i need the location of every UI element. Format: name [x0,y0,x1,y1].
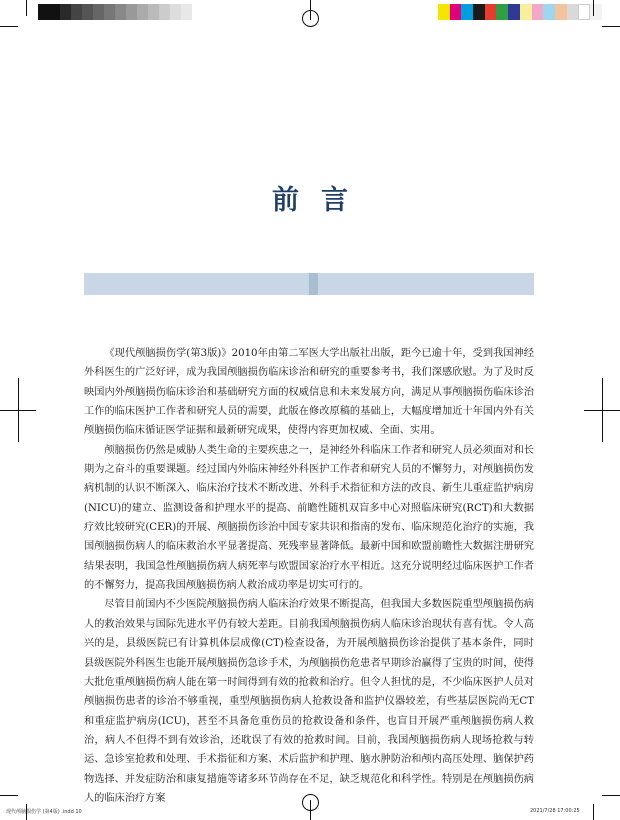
grayscale-color-bar [38,4,192,20]
paragraph: 《现代颅脑损伤学(第3版)》2010年由第二军医大学出版社出版，距今已逾十年，受到我国神经外科医生的广泛好评，成为我国颅脑损伤临床诊治和研究的重要参考书，我们深感欣慰。为了及时反映国内外颅脑损伤临床诊治和基础研究方面的权威信息和未来发展方向，满足从事颅脑损伤临床诊治工作的临床医护工作者和研究人员的需要，此版在修改原稿的基础上，大幅度增加近十年国内外有关颅脑损伤临床循证医学证据和最新研究成果，使得内容更加权威、全面、实用。 [84,348,534,437]
cmyk-color-bar [438,4,602,20]
title-decor-band [84,273,534,295]
file-slug: 现代颅脑损伤学 (第4版) .indd 10 [6,809,82,815]
paragraph: 尽管目前国内不少医院颅脑损伤病人临床治疗效果不断提高，但我国大多数医院重型颅脑损伤病人的救治效果与国际先进水平仍有较大差距。目前我国颅脑损伤病人临床诊治现状有喜有忧。令人高兴的是，县级医院已有计算机体层成像(CT)检查设备，为开展颅脑损伤诊治提供了基本条件，同时县级医院外科医生也能开展颅脑损伤急诊手术，为颅脑损伤危患者早期诊治赢得了宝贵的时间，使得大批危重颅脑损伤病人能在第一时间得到有效的抢救和治疗。但令人担忧的是，不少临床医护人员对颅脑损伤患者的诊治不够重视，重型颅脑损伤病人抢救设备和监护仪器较差，有些基层医院尚无CT和重症监护病房(ICU)，甚至不具备危重伤员的抢救设备和条件，也盲目开展严重颅脑损伤病人救治，病人不但得不到有效诊治，还耽误了有效的抢救时间。目前，我国颅脑损伤病人现场抢救与转运、急诊室抢救和处理、手术指征和方案、术后监护和护理、脑水肿防治和颅内高压处理、脑保护药物选择、并发症防治和康复措施等诸多环节尚存在不足，缺乏规范化和科学性。特别是在颅脑损伤病人的临床治疗方案 [84,599,534,804]
page-title: 前言 [272,185,370,216]
preface-body [84,344,534,808]
timestamp-slug: 2021/7/28 17:00:25 [530,808,580,814]
paragraph: 颅脑损伤仍然是威胁人类生命的主要疾患之一，是神经外科临床工作者和研究人员必须面对和长期为之奋斗的重要课题。经过国内外临床神经外科医护工作者和研究人员的不懈努力，对颅脑损伤发病机制的认识不断深入、临床治疗技术不断改进、外科手术指征和方法的改良、新生儿重症监护病房(NICU)的建立、监测设备和护理水平的提高、前瞻性随机双盲多中心对照临床研究(RCT)和大数据疗效比较研究(CER)的开展、颅脑损伤诊治中国专家共识和指南的发布、临床规范化治疗的实施，我国颅脑损伤病人的临床救治水平显著提高、死残率显著降低。最新中国和欧盟前瞻性大数据注册研究结果表明，我国急性颅脑损伤病人病死率与欧盟国家治疗水平相近。这充分说明经过临床医护工作者的不懈努力，提高我国颅脑损伤病人救治成功率是切实可行的。 [84,444,534,592]
